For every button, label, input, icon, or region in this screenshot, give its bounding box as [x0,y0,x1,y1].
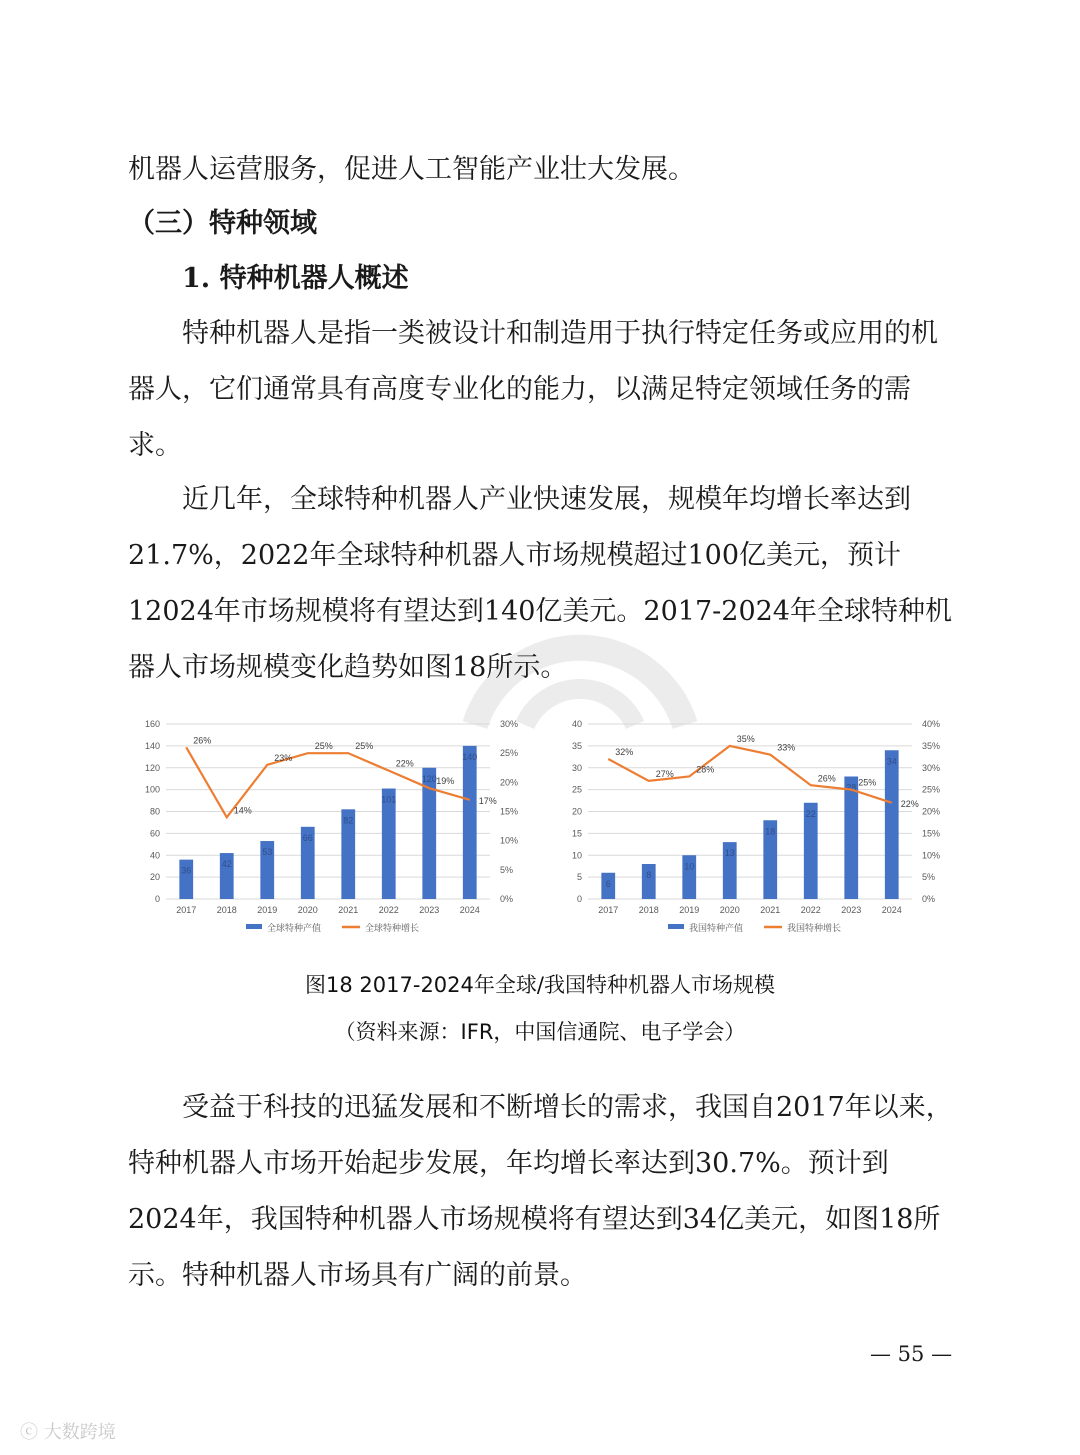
y-left-tick-label: 35 [571,740,582,751]
figure-source: （资料来源：IFR，中国信通院、电子学会） [334,1020,746,1044]
x-tick-label: 2020 [297,905,318,915]
x-tick-label: 2020 [719,905,740,915]
line-data-label: 14% [233,805,252,816]
y-left-tick-label: 5 [576,872,582,883]
line-data-label: 32% [615,747,634,757]
x-tick-label: 2024 [881,905,902,915]
legend-bar-swatch [246,924,262,929]
section-heading: （三）特种领域 [128,208,317,239]
y-right-tick-label: 25% [922,784,941,795]
y-left-tick-label: 30 [571,762,582,773]
y-left-tick-label: 40 [149,850,160,861]
y-right-tick-label: 10% [500,835,519,846]
x-tick-label: 2017 [176,905,197,915]
y-right-tick-label: 15% [500,806,519,817]
legend-line-label: 我国特种增长 [787,924,842,934]
bar-data-label: 66 [302,832,313,843]
bar [463,746,477,899]
y-left-tick-label: 10 [571,850,582,861]
site-watermark [20,1418,116,1444]
bar-data-label: 82 [343,815,354,826]
y-left-tick-label: 0 [154,894,160,904]
line-data-label: 26% [193,735,212,746]
y-left-tick-label: 20 [149,872,160,883]
y-right-tick-label: 20% [500,777,519,788]
global-special-robot-chart [128,712,528,944]
paragraph-intro: 机器人运营服务，促进人工智能产业壮大发展。 [128,154,695,185]
y-right-tick-label: 40% [922,719,941,729]
line-data-label: 33% [777,742,796,753]
y-right-tick-label: 5% [500,864,514,875]
bar-data-label: 120 [421,773,437,784]
x-tick-label: 2019 [257,905,278,915]
x-tick-label: 2021 [338,905,359,915]
y-right-tick-label: 30% [500,719,519,729]
legend-bar-label: 全球特种产值 [267,924,322,934]
x-tick-label: 2022 [378,905,399,915]
line-data-label: 26% [817,773,836,784]
y-right-tick-label: 35% [922,740,941,751]
bar [382,789,396,899]
china-special-robot-chart [550,712,950,944]
y-left-tick-label: 60 [149,828,160,839]
y-left-tick-label: 120 [144,762,160,773]
bar-data-label: 6 [605,878,611,889]
paragraph-global-market: 近几年，全球特种机器人产业快速发展，规模年均增长率达到21.7%，2022年全球特种机器人市场规模超过100亿美元，预计12024年市场规模将有望达到140亿美元。2017-2024年全球特种机器人市场规模变化趋势如图18所示。 [128,484,952,683]
line-data-label: 25% [314,741,333,752]
bar-data-label: 22 [805,808,816,819]
y-right-tick-label: 10% [922,850,941,861]
y-right-tick-label: 20% [922,806,941,817]
bar-data-label: 28 [846,782,857,793]
watermark-text: 大数跨境 [43,1422,116,1443]
line-data-label: 27% [655,768,674,779]
x-tick-label: 2017 [598,905,619,915]
y-right-tick-label: 0% [922,894,936,904]
bar-data-label: 34 [886,756,897,767]
y-left-tick-label: 100 [144,784,160,795]
y-right-tick-label: 0% [500,894,514,904]
line-data-label: 23% [274,752,293,763]
x-tick-label: 2018 [216,905,237,915]
line-data-label: 22% [395,758,414,769]
y-left-tick-label: 40 [571,719,582,729]
y-left-tick-label: 20 [571,806,582,817]
y-right-tick-label: 25% [500,748,519,759]
y-left-tick-label: 140 [144,740,160,751]
bar-data-label: 36 [181,865,192,876]
bar-data-label: 140 [462,751,478,762]
bar-data-label: 10 [684,861,695,872]
line-data-label: 25% [355,741,374,752]
y-right-tick-label: 30% [922,762,941,773]
line-data-label: 25% [858,777,877,788]
y-right-tick-label: 5% [922,872,936,883]
line-data-label: 35% [736,733,755,744]
y-right-tick-label: 15% [922,828,941,839]
x-tick-label: 2024 [459,905,480,915]
watermark-logo-icon: ⓒ [20,1422,44,1443]
x-tick-label: 2019 [679,905,700,915]
line-data-label: 22% [900,798,919,809]
y-left-tick-label: 80 [149,806,160,817]
paragraph-china-market: 受益于科技的迅猛发展和不断增长的需求，我国自2017年以来，特种机器人市场开始起步发展，年均增长率达到30.7%。预计到2024年，我国特种机器人市场规模将有望达到34亿美元，如图18所示。特种机器人市场具有广阔的前景。 [128,1092,953,1291]
line-data-label: 19% [436,776,455,787]
line-data-label: 28% [696,764,715,775]
y-left-tick-label: 15 [571,828,582,839]
paragraph-definition: 特种机器人是指一类被设计和制造用于执行特定任务或应用的机器人，它们通常具有高度专业化的能力，以满足特定领域任务的需求。 [128,318,938,461]
bar-data-label: 42 [221,859,232,870]
bar-data-label: 13 [724,848,735,859]
y-left-tick-label: 0 [576,894,582,904]
bar [885,750,899,899]
legend-line-label: 全球特种增长 [365,924,420,934]
x-tick-label: 2022 [800,905,821,915]
x-tick-label: 2023 [419,905,440,915]
legend-bar-swatch [668,924,684,929]
bar-data-label: 18 [765,826,776,837]
bar-data-label: 101 [381,794,397,805]
page-number: — 55 — [870,1342,953,1366]
bar-data-label: 53 [262,847,273,858]
y-left-tick-label: 160 [144,719,160,729]
line-data-label: 17% [478,795,497,806]
x-tick-label: 2021 [760,905,781,915]
x-tick-label: 2023 [841,905,862,915]
bar-data-label: 8 [646,870,652,880]
x-tick-label: 2018 [638,905,659,915]
subsection-heading: 1. 特种机器人概述 [182,263,409,294]
bar [844,777,858,900]
figure-caption: 图18 2017-2024年全球/我国特种机器人市场规模 [305,973,775,997]
legend-bar-label: 我国特种产值 [689,924,744,934]
y-left-tick-label: 25 [571,784,582,795]
